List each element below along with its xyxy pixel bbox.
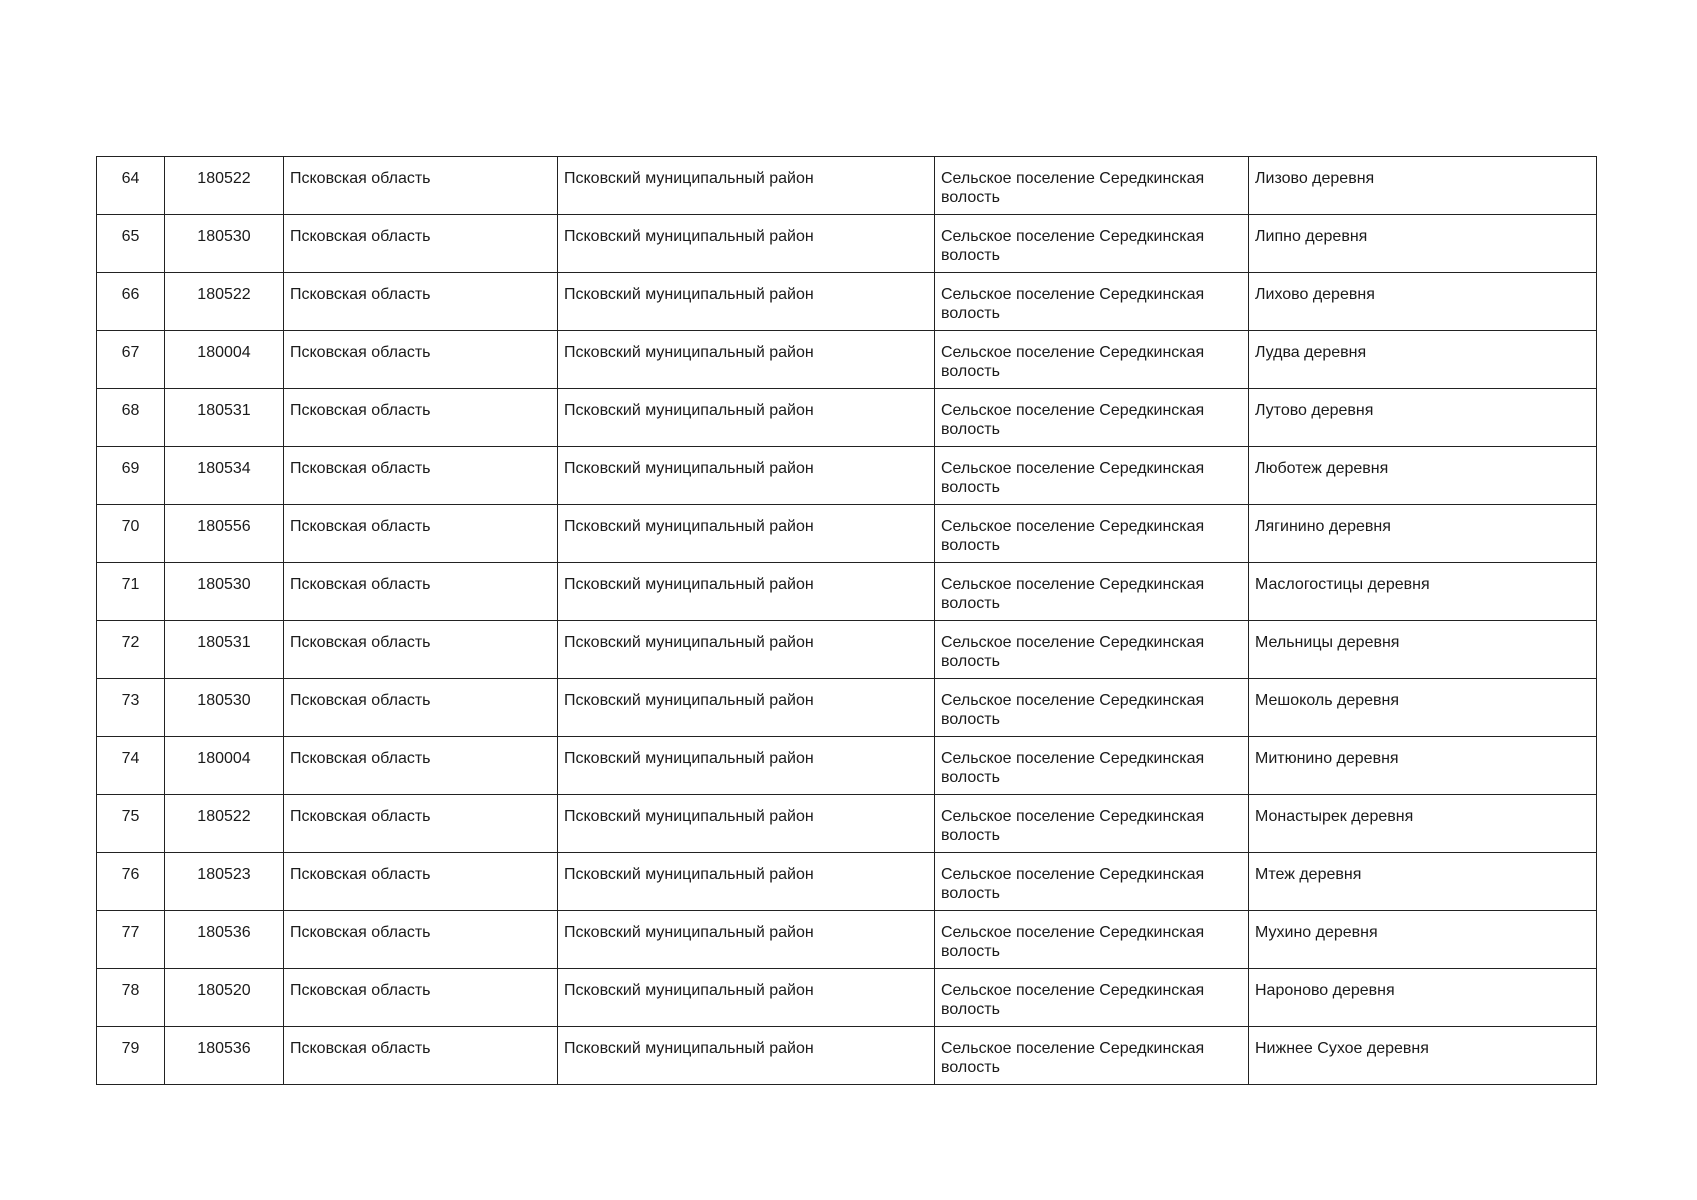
region-cell: Псковская область bbox=[284, 911, 558, 969]
region-cell: Псковская область bbox=[284, 563, 558, 621]
row-number-cell: 69 bbox=[97, 447, 165, 505]
table-row bbox=[97, 621, 1597, 679]
district-cell: Псковский муниципальный район bbox=[558, 795, 935, 853]
district-cell: Псковский муниципальный район bbox=[558, 273, 935, 331]
table-row bbox=[97, 563, 1597, 621]
row-number-cell: 68 bbox=[97, 389, 165, 447]
locality-cell: Мухино деревня bbox=[1249, 911, 1597, 969]
locality-cell: Митюнино деревня bbox=[1249, 737, 1597, 795]
postal-index-cell: 180520 bbox=[165, 969, 284, 1027]
row-number-cell: 77 bbox=[97, 911, 165, 969]
table-row bbox=[97, 273, 1597, 331]
region-cell: Псковская область bbox=[284, 853, 558, 911]
settlement-cell: Сельское поселение Середкинская волость bbox=[935, 389, 1249, 447]
district-cell: Псковский муниципальный район bbox=[558, 389, 935, 447]
region-cell: Псковская область bbox=[284, 621, 558, 679]
locality-cell: Маслогостицы деревня bbox=[1249, 563, 1597, 621]
postal-index-cell: 180531 bbox=[165, 621, 284, 679]
settlement-cell: Сельское поселение Середкинская волость bbox=[935, 505, 1249, 563]
row-number-cell: 71 bbox=[97, 563, 165, 621]
district-cell: Псковский муниципальный район bbox=[558, 853, 935, 911]
region-cell: Псковская область bbox=[284, 795, 558, 853]
district-cell: Псковский муниципальный район bbox=[558, 621, 935, 679]
locality-cell: Лизово деревня bbox=[1249, 157, 1597, 215]
district-cell: Псковский муниципальный район bbox=[558, 969, 935, 1027]
region-cell: Псковская область bbox=[284, 389, 558, 447]
locality-cell: Лудва деревня bbox=[1249, 331, 1597, 389]
table-row bbox=[97, 969, 1597, 1027]
region-cell: Псковская область bbox=[284, 969, 558, 1027]
settlement-cell: Сельское поселение Середкинская волость bbox=[935, 969, 1249, 1027]
postal-index-cell: 180522 bbox=[165, 157, 284, 215]
row-number-cell: 65 bbox=[97, 215, 165, 273]
region-cell: Псковская область bbox=[284, 679, 558, 737]
region-cell: Псковская область bbox=[284, 331, 558, 389]
table-row bbox=[97, 215, 1597, 273]
row-number-cell: 73 bbox=[97, 679, 165, 737]
settlement-cell: Сельское поселение Середкинская волость bbox=[935, 331, 1249, 389]
row-number-cell: 72 bbox=[97, 621, 165, 679]
locality-cell: Нароново деревня bbox=[1249, 969, 1597, 1027]
postal-index-cell: 180534 bbox=[165, 447, 284, 505]
district-cell: Псковский муниципальный район bbox=[558, 679, 935, 737]
settlement-cell: Сельское поселение Середкинская волость bbox=[935, 737, 1249, 795]
locality-cell: Липно деревня bbox=[1249, 215, 1597, 273]
row-number-cell: 75 bbox=[97, 795, 165, 853]
row-number-cell: 74 bbox=[97, 737, 165, 795]
table-row bbox=[97, 447, 1597, 505]
region-cell: Псковская область bbox=[284, 1027, 558, 1085]
settlements-table bbox=[96, 156, 1597, 1085]
locality-cell: Лягинино деревня bbox=[1249, 505, 1597, 563]
postal-index-cell: 180531 bbox=[165, 389, 284, 447]
table-row bbox=[97, 911, 1597, 969]
locality-cell: Мтеж деревня bbox=[1249, 853, 1597, 911]
locality-cell: Мельницы деревня bbox=[1249, 621, 1597, 679]
district-cell: Псковский муниципальный район bbox=[558, 737, 935, 795]
row-number-cell: 76 bbox=[97, 853, 165, 911]
region-cell: Псковская область bbox=[284, 505, 558, 563]
postal-index-cell: 180004 bbox=[165, 737, 284, 795]
postal-index-cell: 180522 bbox=[165, 273, 284, 331]
locality-cell: Монастырек деревня bbox=[1249, 795, 1597, 853]
table-body bbox=[97, 157, 1597, 1085]
district-cell: Псковский муниципальный район bbox=[558, 157, 935, 215]
settlement-cell: Сельское поселение Середкинская волость bbox=[935, 215, 1249, 273]
settlement-cell: Сельское поселение Середкинская волость bbox=[935, 157, 1249, 215]
row-number-cell: 64 bbox=[97, 157, 165, 215]
district-cell: Псковский муниципальный район bbox=[558, 911, 935, 969]
row-number-cell: 67 bbox=[97, 331, 165, 389]
settlement-cell: Сельское поселение Середкинская волость bbox=[935, 563, 1249, 621]
table-row bbox=[97, 157, 1597, 215]
region-cell: Псковская область bbox=[284, 447, 558, 505]
row-number-cell: 66 bbox=[97, 273, 165, 331]
district-cell: Псковский муниципальный район bbox=[558, 447, 935, 505]
locality-cell: Люботеж деревня bbox=[1249, 447, 1597, 505]
locality-cell: Нижнее Сухое деревня bbox=[1249, 1027, 1597, 1085]
postal-index-cell: 180522 bbox=[165, 795, 284, 853]
region-cell: Псковская область bbox=[284, 737, 558, 795]
settlement-cell: Сельское поселение Середкинская волость bbox=[935, 273, 1249, 331]
region-cell: Псковская область bbox=[284, 157, 558, 215]
settlement-cell: Сельское поселение Середкинская волость bbox=[935, 853, 1249, 911]
postal-index-cell: 180004 bbox=[165, 331, 284, 389]
settlement-cell: Сельское поселение Середкинская волость bbox=[935, 621, 1249, 679]
table-row bbox=[97, 505, 1597, 563]
region-cell: Псковская область bbox=[284, 215, 558, 273]
postal-index-cell: 180536 bbox=[165, 1027, 284, 1085]
settlement-cell: Сельское поселение Середкинская волость bbox=[935, 1027, 1249, 1085]
settlement-cell: Сельское поселение Середкинская волость bbox=[935, 795, 1249, 853]
locality-cell: Лутово деревня bbox=[1249, 389, 1597, 447]
table-row bbox=[97, 737, 1597, 795]
postal-index-cell: 180556 bbox=[165, 505, 284, 563]
district-cell: Псковский муниципальный район bbox=[558, 563, 935, 621]
district-cell: Псковский муниципальный район bbox=[558, 331, 935, 389]
postal-index-cell: 180530 bbox=[165, 215, 284, 273]
postal-index-cell: 180530 bbox=[165, 563, 284, 621]
region-cell: Псковская область bbox=[284, 273, 558, 331]
district-cell: Псковский муниципальный район bbox=[558, 1027, 935, 1085]
postal-index-cell: 180536 bbox=[165, 911, 284, 969]
locality-cell: Лихово деревня bbox=[1249, 273, 1597, 331]
district-cell: Псковский муниципальный район bbox=[558, 215, 935, 273]
row-number-cell: 70 bbox=[97, 505, 165, 563]
district-cell: Псковский муниципальный район bbox=[558, 505, 935, 563]
table-row bbox=[97, 679, 1597, 737]
table-row bbox=[97, 389, 1597, 447]
locality-cell: Мешоколь деревня bbox=[1249, 679, 1597, 737]
table-row bbox=[97, 1027, 1597, 1085]
postal-index-cell: 180523 bbox=[165, 853, 284, 911]
row-number-cell: 78 bbox=[97, 969, 165, 1027]
table-row bbox=[97, 853, 1597, 911]
settlement-cell: Сельское поселение Середкинская волость bbox=[935, 679, 1249, 737]
row-number-cell: 79 bbox=[97, 1027, 165, 1085]
table-row bbox=[97, 795, 1597, 853]
settlement-cell: Сельское поселение Середкинская волость bbox=[935, 911, 1249, 969]
table-row bbox=[97, 331, 1597, 389]
postal-index-cell: 180530 bbox=[165, 679, 284, 737]
settlement-cell: Сельское поселение Середкинская волость bbox=[935, 447, 1249, 505]
